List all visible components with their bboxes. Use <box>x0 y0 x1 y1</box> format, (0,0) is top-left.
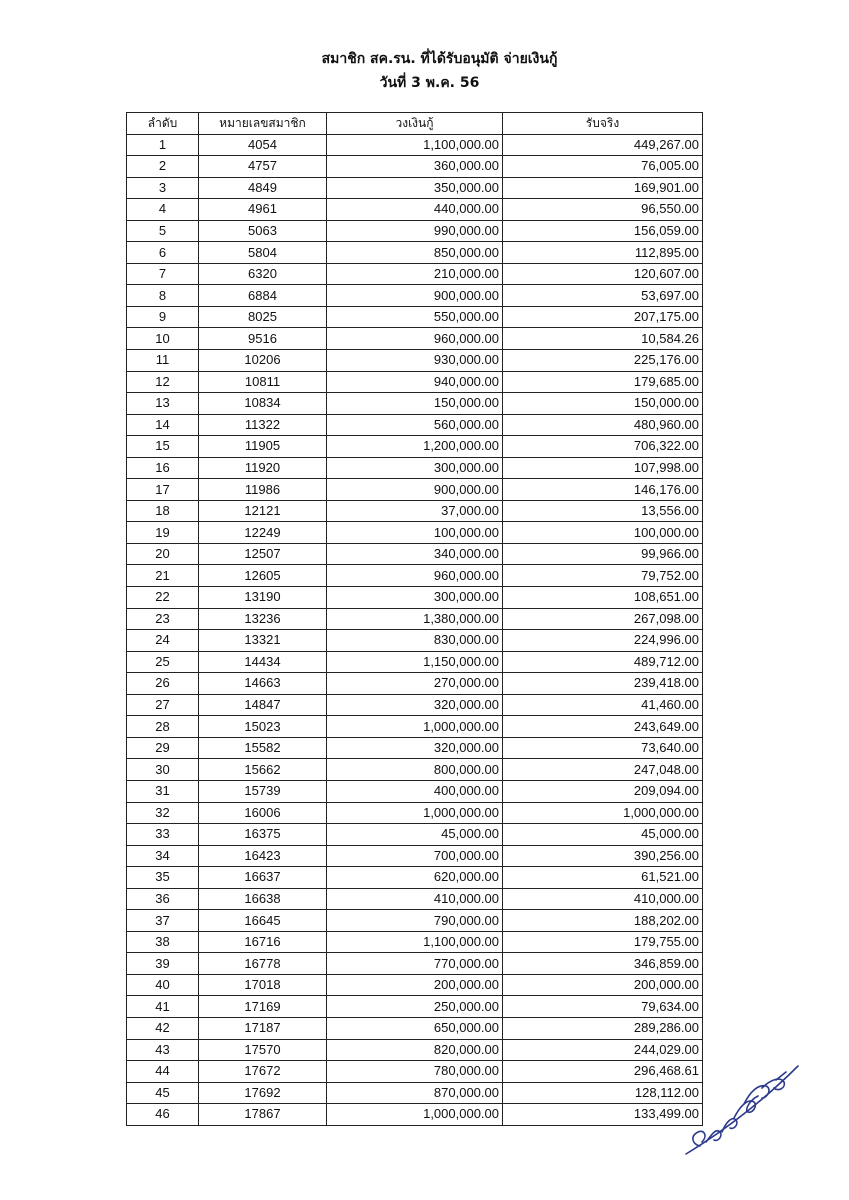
order-cell: 16 <box>127 457 199 479</box>
loan-limit-cell: 800,000.00 <box>327 759 503 781</box>
loan-limit-cell: 37,000.00 <box>327 500 503 522</box>
order-cell: 31 <box>127 780 199 802</box>
amount-received-cell: 146,176.00 <box>503 479 703 501</box>
member-number-cell: 4757 <box>199 156 327 178</box>
table-row <box>127 414 703 436</box>
order-cell: 5 <box>127 220 199 242</box>
order-cell: 17 <box>127 479 199 501</box>
order-cell: 3 <box>127 177 199 199</box>
member-number-cell: 10206 <box>199 350 327 372</box>
order-cell: 11 <box>127 350 199 372</box>
amount-received-cell: 112,895.00 <box>503 242 703 264</box>
loan-limit-cell: 900,000.00 <box>327 285 503 307</box>
loan-limit-cell: 400,000.00 <box>327 780 503 802</box>
loan-limit-cell: 440,000.00 <box>327 199 503 221</box>
member-number-cell: 11920 <box>199 457 327 479</box>
table-row <box>127 888 703 910</box>
table-row <box>127 910 703 932</box>
loan-limit-cell: 620,000.00 <box>327 867 503 889</box>
member-number-cell: 11905 <box>199 436 327 458</box>
order-cell: 7 <box>127 263 199 285</box>
member-number-cell: 11322 <box>199 414 327 436</box>
loan-table-body <box>127 134 703 1125</box>
table-row <box>127 845 703 867</box>
amount-received-cell: 1,000,000.00 <box>503 802 703 824</box>
table-header-row <box>127 113 703 135</box>
order-cell: 14 <box>127 414 199 436</box>
amount-received-cell: 239,418.00 <box>503 673 703 695</box>
order-cell: 28 <box>127 716 199 738</box>
loan-limit-cell: 45,000.00 <box>327 824 503 846</box>
order-cell: 36 <box>127 888 199 910</box>
order-cell: 6 <box>127 242 199 264</box>
table-row <box>127 1061 703 1083</box>
loan-limit-cell: 700,000.00 <box>327 845 503 867</box>
member-number-cell: 17692 <box>199 1082 327 1104</box>
loan-limit-cell: 820,000.00 <box>327 1039 503 1061</box>
table-row <box>127 630 703 652</box>
amount-received-cell: 480,960.00 <box>503 414 703 436</box>
member-number-cell: 16638 <box>199 888 327 910</box>
loan-limit-cell: 210,000.00 <box>327 263 503 285</box>
amount-received-cell: 96,550.00 <box>503 199 703 221</box>
member-number-cell: 12121 <box>199 500 327 522</box>
table-row <box>127 1039 703 1061</box>
member-number-cell: 16375 <box>199 824 327 846</box>
order-cell: 35 <box>127 867 199 889</box>
order-cell: 26 <box>127 673 199 695</box>
loan-limit-cell: 340,000.00 <box>327 543 503 565</box>
table-row <box>127 759 703 781</box>
member-number-cell: 14847 <box>199 694 327 716</box>
table-row <box>127 1017 703 1039</box>
member-number-cell: 10834 <box>199 393 327 415</box>
member-number-cell: 17672 <box>199 1061 327 1083</box>
table-row <box>127 199 703 221</box>
amount-received-cell: 128,112.00 <box>503 1082 703 1104</box>
amount-received-cell: 449,267.00 <box>503 134 703 156</box>
order-cell: 20 <box>127 543 199 565</box>
table-row <box>127 802 703 824</box>
table-row <box>127 134 703 156</box>
table-row <box>127 931 703 953</box>
amount-received-cell: 79,634.00 <box>503 996 703 1018</box>
amount-received-cell: 61,521.00 <box>503 867 703 889</box>
table-row <box>127 673 703 695</box>
loan-limit-cell: 830,000.00 <box>327 630 503 652</box>
member-number-cell: 14663 <box>199 673 327 695</box>
amount-received-cell: 267,098.00 <box>503 608 703 630</box>
loan-limit-cell: 960,000.00 <box>327 565 503 587</box>
amount-received-cell: 13,556.00 <box>503 500 703 522</box>
amount-received-cell: 244,029.00 <box>503 1039 703 1061</box>
loan-limit-cell: 780,000.00 <box>327 1061 503 1083</box>
order-cell: 4 <box>127 199 199 221</box>
loan-limit-cell: 1,000,000.00 <box>327 716 503 738</box>
table-row <box>127 371 703 393</box>
order-cell: 24 <box>127 630 199 652</box>
amount-received-cell: 10,584.26 <box>503 328 703 350</box>
order-cell: 30 <box>127 759 199 781</box>
table-row <box>127 587 703 609</box>
member-number-cell: 11986 <box>199 479 327 501</box>
member-number-cell: 17867 <box>199 1104 327 1126</box>
order-cell: 32 <box>127 802 199 824</box>
table-row <box>127 565 703 587</box>
document-title: สมาชิก สค.รน. ที่ได้รับอนุมัติ จ่ายเงินกู้ <box>321 51 558 67</box>
amount-received-cell: 53,697.00 <box>503 285 703 307</box>
loan-limit-cell: 320,000.00 <box>327 694 503 716</box>
table-row <box>127 156 703 178</box>
loan-limit-cell: 1,100,000.00 <box>327 134 503 156</box>
order-cell: 2 <box>127 156 199 178</box>
amount-received-cell: 225,176.00 <box>503 350 703 372</box>
table-row <box>127 177 703 199</box>
table-row <box>127 350 703 372</box>
order-cell: 12 <box>127 371 199 393</box>
order-cell: 19 <box>127 522 199 544</box>
order-cell: 39 <box>127 953 199 975</box>
loan-limit-cell: 100,000.00 <box>327 522 503 544</box>
order-cell: 8 <box>127 285 199 307</box>
column-header-loan-limit: วงเงินกู้ <box>327 113 503 135</box>
member-number-cell: 5063 <box>199 220 327 242</box>
loan-limit-cell: 650,000.00 <box>327 1017 503 1039</box>
amount-received-cell: 107,998.00 <box>503 457 703 479</box>
table-row <box>127 263 703 285</box>
member-number-cell: 17169 <box>199 996 327 1018</box>
member-number-cell: 16006 <box>199 802 327 824</box>
amount-received-cell: 179,685.00 <box>503 371 703 393</box>
member-number-cell: 12249 <box>199 522 327 544</box>
table-row <box>127 716 703 738</box>
order-cell: 21 <box>127 565 199 587</box>
column-header-order: ลำดับ <box>127 113 199 135</box>
order-cell: 43 <box>127 1039 199 1061</box>
member-number-cell: 13236 <box>199 608 327 630</box>
loan-limit-cell: 1,200,000.00 <box>327 436 503 458</box>
amount-received-cell: 133,499.00 <box>503 1104 703 1126</box>
amount-received-cell: 99,966.00 <box>503 543 703 565</box>
column-header-member-number: หมายเลขสมาชิก <box>199 113 327 135</box>
amount-received-cell: 76,005.00 <box>503 156 703 178</box>
table-row <box>127 457 703 479</box>
order-cell: 9 <box>127 306 199 328</box>
loan-limit-cell: 770,000.00 <box>327 953 503 975</box>
table-row <box>127 479 703 501</box>
member-number-cell: 16637 <box>199 867 327 889</box>
loan-limit-cell: 550,000.00 <box>327 306 503 328</box>
table-row <box>127 608 703 630</box>
order-cell: 45 <box>127 1082 199 1104</box>
amount-received-cell: 289,286.00 <box>503 1017 703 1039</box>
amount-received-cell: 41,460.00 <box>503 694 703 716</box>
handwritten-signature <box>682 1058 802 1158</box>
table-row <box>127 737 703 759</box>
table-row <box>127 996 703 1018</box>
loan-limit-cell: 200,000.00 <box>327 974 503 996</box>
amount-received-cell: 410,000.00 <box>503 888 703 910</box>
table-row <box>127 306 703 328</box>
member-number-cell: 13190 <box>199 587 327 609</box>
loan-limit-cell: 560,000.00 <box>327 414 503 436</box>
member-number-cell: 16423 <box>199 845 327 867</box>
member-number-cell: 10811 <box>199 371 327 393</box>
amount-received-cell: 296,468.61 <box>503 1061 703 1083</box>
order-cell: 10 <box>127 328 199 350</box>
amount-received-cell: 346,859.00 <box>503 953 703 975</box>
member-number-cell: 17187 <box>199 1017 327 1039</box>
amount-received-cell: 73,640.00 <box>503 737 703 759</box>
amount-received-cell: 706,322.00 <box>503 436 703 458</box>
loan-limit-cell: 1,000,000.00 <box>327 1104 503 1126</box>
loan-limit-cell: 1,000,000.00 <box>327 802 503 824</box>
member-number-cell: 16778 <box>199 953 327 975</box>
order-cell: 23 <box>127 608 199 630</box>
table-row <box>127 242 703 264</box>
amount-received-cell: 100,000.00 <box>503 522 703 544</box>
order-cell: 44 <box>127 1061 199 1083</box>
amount-received-cell: 188,202.00 <box>503 910 703 932</box>
order-cell: 38 <box>127 931 199 953</box>
member-number-cell: 12507 <box>199 543 327 565</box>
table-row <box>127 780 703 802</box>
amount-received-cell: 390,256.00 <box>503 845 703 867</box>
member-number-cell: 15739 <box>199 780 327 802</box>
document-date: วันที่ 3 พ.ค. 56 <box>379 75 480 91</box>
order-cell: 18 <box>127 500 199 522</box>
amount-received-cell: 169,901.00 <box>503 177 703 199</box>
order-cell: 42 <box>127 1017 199 1039</box>
order-cell: 25 <box>127 651 199 673</box>
member-number-cell: 15023 <box>199 716 327 738</box>
member-number-cell: 15662 <box>199 759 327 781</box>
loan-limit-cell: 930,000.00 <box>327 350 503 372</box>
amount-received-cell: 120,607.00 <box>503 263 703 285</box>
loan-limit-cell: 1,380,000.00 <box>327 608 503 630</box>
amount-received-cell: 156,059.00 <box>503 220 703 242</box>
member-number-cell: 5804 <box>199 242 327 264</box>
table-row <box>127 867 703 889</box>
table-row <box>127 824 703 846</box>
member-number-cell: 17570 <box>199 1039 327 1061</box>
loan-limit-cell: 250,000.00 <box>327 996 503 1018</box>
loan-limit-cell: 150,000.00 <box>327 393 503 415</box>
loan-limit-cell: 1,150,000.00 <box>327 651 503 673</box>
loan-limit-cell: 960,000.00 <box>327 328 503 350</box>
member-number-cell: 14434 <box>199 651 327 673</box>
loan-limit-cell: 990,000.00 <box>327 220 503 242</box>
order-cell: 15 <box>127 436 199 458</box>
amount-received-cell: 209,094.00 <box>503 780 703 802</box>
amount-received-cell: 179,755.00 <box>503 931 703 953</box>
loan-limit-cell: 790,000.00 <box>327 910 503 932</box>
loan-limit-cell: 320,000.00 <box>327 737 503 759</box>
member-number-cell: 12605 <box>199 565 327 587</box>
loan-limit-cell: 940,000.00 <box>327 371 503 393</box>
loan-limit-cell: 410,000.00 <box>327 888 503 910</box>
member-number-cell: 17018 <box>199 974 327 996</box>
table-row <box>127 522 703 544</box>
table-row <box>127 651 703 673</box>
loan-limit-cell: 270,000.00 <box>327 673 503 695</box>
amount-received-cell: 45,000.00 <box>503 824 703 846</box>
amount-received-cell: 489,712.00 <box>503 651 703 673</box>
table-row <box>127 285 703 307</box>
column-header-amount-received: รับจริง <box>503 113 703 135</box>
amount-received-cell: 247,048.00 <box>503 759 703 781</box>
loan-limit-cell: 300,000.00 <box>327 587 503 609</box>
amount-received-cell: 224,996.00 <box>503 630 703 652</box>
member-number-cell: 15582 <box>199 737 327 759</box>
table-row <box>127 436 703 458</box>
table-row <box>127 328 703 350</box>
order-cell: 34 <box>127 845 199 867</box>
amount-received-cell: 243,649.00 <box>503 716 703 738</box>
order-cell: 22 <box>127 587 199 609</box>
order-cell: 13 <box>127 393 199 415</box>
amount-received-cell: 150,000.00 <box>503 393 703 415</box>
table-row <box>127 953 703 975</box>
loan-limit-cell: 900,000.00 <box>327 479 503 501</box>
amount-received-cell: 200,000.00 <box>503 974 703 996</box>
amount-received-cell: 207,175.00 <box>503 306 703 328</box>
loan-limit-cell: 870,000.00 <box>327 1082 503 1104</box>
amount-received-cell: 79,752.00 <box>503 565 703 587</box>
member-number-cell: 13321 <box>199 630 327 652</box>
member-number-cell: 16645 <box>199 910 327 932</box>
loan-limit-cell: 350,000.00 <box>327 177 503 199</box>
loan-table <box>126 112 703 1126</box>
loan-limit-cell: 360,000.00 <box>327 156 503 178</box>
table-row <box>127 1082 703 1104</box>
order-cell: 41 <box>127 996 199 1018</box>
order-cell: 46 <box>127 1104 199 1126</box>
member-number-cell: 6320 <box>199 263 327 285</box>
table-row <box>127 393 703 415</box>
member-number-cell: 4054 <box>199 134 327 156</box>
loan-limit-cell: 850,000.00 <box>327 242 503 264</box>
member-number-cell: 16716 <box>199 931 327 953</box>
member-number-cell: 4849 <box>199 177 327 199</box>
table-row <box>127 974 703 996</box>
order-cell: 37 <box>127 910 199 932</box>
member-number-cell: 6884 <box>199 285 327 307</box>
loan-limit-cell: 300,000.00 <box>327 457 503 479</box>
table-row <box>127 220 703 242</box>
table-row <box>127 1104 703 1126</box>
loan-limit-cell: 1,100,000.00 <box>327 931 503 953</box>
order-cell: 29 <box>127 737 199 759</box>
table-row <box>127 543 703 565</box>
member-number-cell: 4961 <box>199 199 327 221</box>
table-row <box>127 500 703 522</box>
table-row <box>127 694 703 716</box>
member-number-cell: 9516 <box>199 328 327 350</box>
order-cell: 1 <box>127 134 199 156</box>
member-number-cell: 8025 <box>199 306 327 328</box>
order-cell: 33 <box>127 824 199 846</box>
order-cell: 27 <box>127 694 199 716</box>
order-cell: 40 <box>127 974 199 996</box>
amount-received-cell: 108,651.00 <box>503 587 703 609</box>
